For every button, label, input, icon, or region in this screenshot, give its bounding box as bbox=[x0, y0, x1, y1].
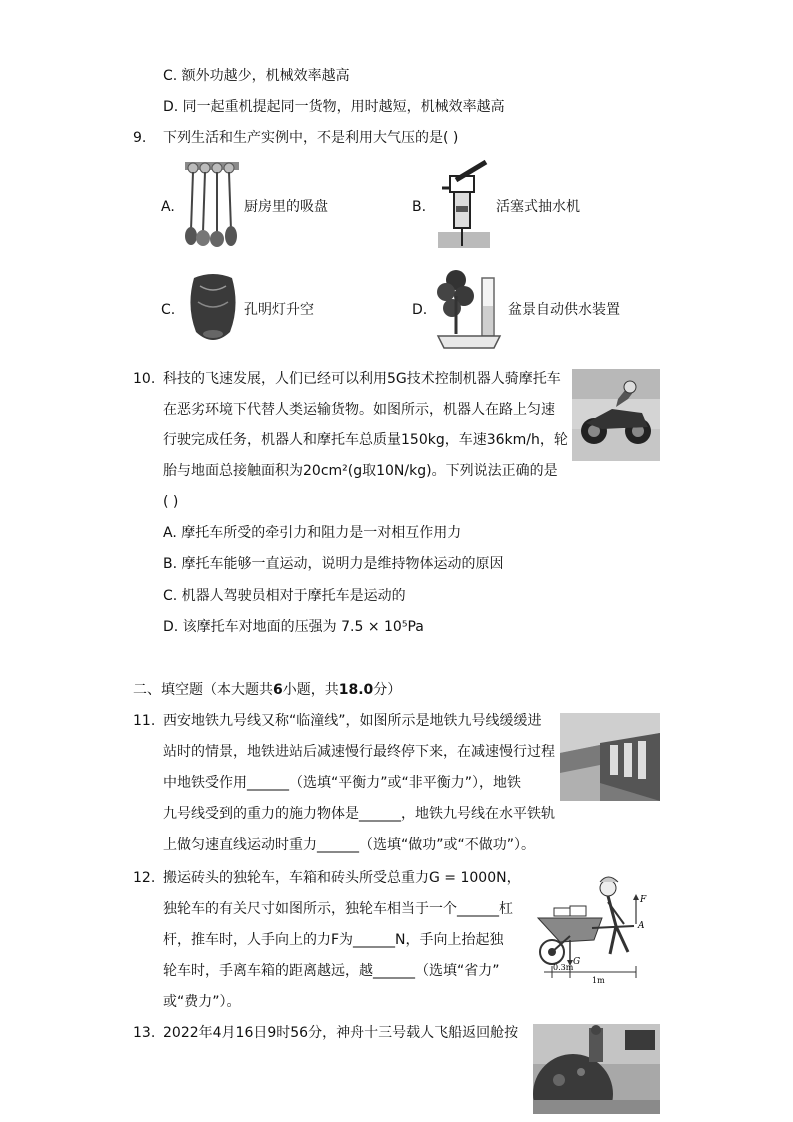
q10-line-5: ( ) bbox=[163, 494, 179, 510]
q11-line-4: 九号线受到的重力的施力物体是______，地铁九号线在水平铁轨 bbox=[163, 806, 555, 822]
wheelbarrow-diagram bbox=[524, 868, 660, 986]
metro-station-photo bbox=[560, 713, 660, 801]
distance-03m-label: 0.3m bbox=[553, 963, 574, 972]
gravity-g-label: G bbox=[573, 957, 581, 967]
q9-option-a-text: 厨房里的吸盘 bbox=[244, 199, 328, 215]
q11-number: 11. bbox=[133, 713, 156, 729]
q10-line-3: 行驶完成任务，机器人和摩托车总质量150kg，车速36km/h，轮 bbox=[163, 432, 568, 448]
q10-option-c: C. 机器人驾驶员相对于摩托车是运动的 bbox=[163, 588, 406, 604]
utensil-suction-cup-image bbox=[183, 160, 241, 248]
q11-line-5: 上做匀速直线运动时重力______（选填“做功”或“不做功”）。 bbox=[163, 837, 536, 853]
bonsai-water-supply-image bbox=[434, 266, 504, 352]
q9-stem: 下列生活和生产实例中，不是利用大气压的是( ) bbox=[163, 130, 459, 146]
q9-option-c-letter: C. bbox=[161, 302, 176, 318]
q10-option-d: D. 该摩托车对地面的压强为 7.5 × 10⁵Pa bbox=[163, 619, 424, 635]
distance-1m-label: 1m bbox=[592, 976, 605, 985]
q12-line-2: 独轮车的有关尺寸如图所示，独轮车相当于一个______杠 bbox=[163, 901, 513, 917]
q12-line-1: 搬运砖头的独轮车，车箱和砖头所受总重力G = 1000N， bbox=[163, 870, 521, 886]
q10-line-4: 胎与地面总接触面积为20cm²(g取10N/kg)。下列说法正确的是 bbox=[163, 463, 558, 479]
q8-option-c: C. 额外功越少，机械效率越高 bbox=[163, 68, 350, 84]
q11-line-2: 站时的情景，地铁进站后减速慢行最终停下来，在减速慢行过程 bbox=[163, 744, 555, 760]
piston-pump-image bbox=[438, 158, 490, 250]
q9-number: 9. bbox=[133, 130, 147, 146]
section-2-heading: 二、填空题（本大题共6小题，共18.0分） bbox=[133, 682, 402, 698]
q9-option-d-text: 盆景自动供水装置 bbox=[508, 302, 620, 318]
q8-option-d: D. 同一起重机提起同一货物，用时越短，机械效率越高 bbox=[163, 99, 505, 115]
q9-option-d-letter: D. bbox=[412, 302, 428, 318]
q13-line-1: 2022年4月16日9时56分，神舟十三号载人飞船返回舱按 bbox=[163, 1025, 519, 1041]
q9-option-b-letter: B. bbox=[412, 199, 427, 215]
q12-line-4: 轮车时，手离车箱的距离越远，越______（选填“省力” bbox=[163, 963, 500, 979]
point-a-label: A bbox=[638, 921, 645, 931]
q9-option-c-text: 孔明灯升空 bbox=[244, 302, 314, 318]
sky-lantern-image bbox=[186, 272, 240, 346]
q10-line-1: 科技的飞速发展，人们已经可以利用5G技术控制机器人骑摩托车 bbox=[163, 371, 561, 387]
q12-number: 12. bbox=[133, 870, 156, 886]
q12-line-3: 杆，推车时，人手向上的力F为______N，手向上抬起独 bbox=[163, 932, 504, 948]
force-f-label: F bbox=[640, 895, 647, 905]
return-capsule-photo bbox=[533, 1024, 660, 1114]
robot-motorcycle-photo bbox=[572, 369, 660, 461]
q10-option-a: A. 摩托车所受的牵引力和阻力是一对相互作用力 bbox=[163, 525, 462, 541]
q11-line-3: 中地铁受作用______（选填“平衡力”或“非平衡力”），地铁 bbox=[163, 775, 522, 791]
q10-number: 10. bbox=[133, 371, 156, 387]
q13-number: 13. bbox=[133, 1025, 156, 1041]
q9-option-b-text: 活塞式抽水机 bbox=[496, 199, 580, 215]
q10-line-2: 在恶劣环境下代替人类运输货物。如图所示，机器人在路上匀速 bbox=[163, 402, 555, 418]
q9-option-a-letter: A. bbox=[161, 199, 175, 215]
q12-line-5: 或“费力”）。 bbox=[163, 994, 241, 1010]
q11-line-1: 西安地铁九号线又称“临潼线”，如图所示是地铁九号线缓缓进 bbox=[163, 713, 542, 729]
q10-option-b: B. 摩托车能够一直运动，说明力是维持物体运动的原因 bbox=[163, 556, 504, 572]
